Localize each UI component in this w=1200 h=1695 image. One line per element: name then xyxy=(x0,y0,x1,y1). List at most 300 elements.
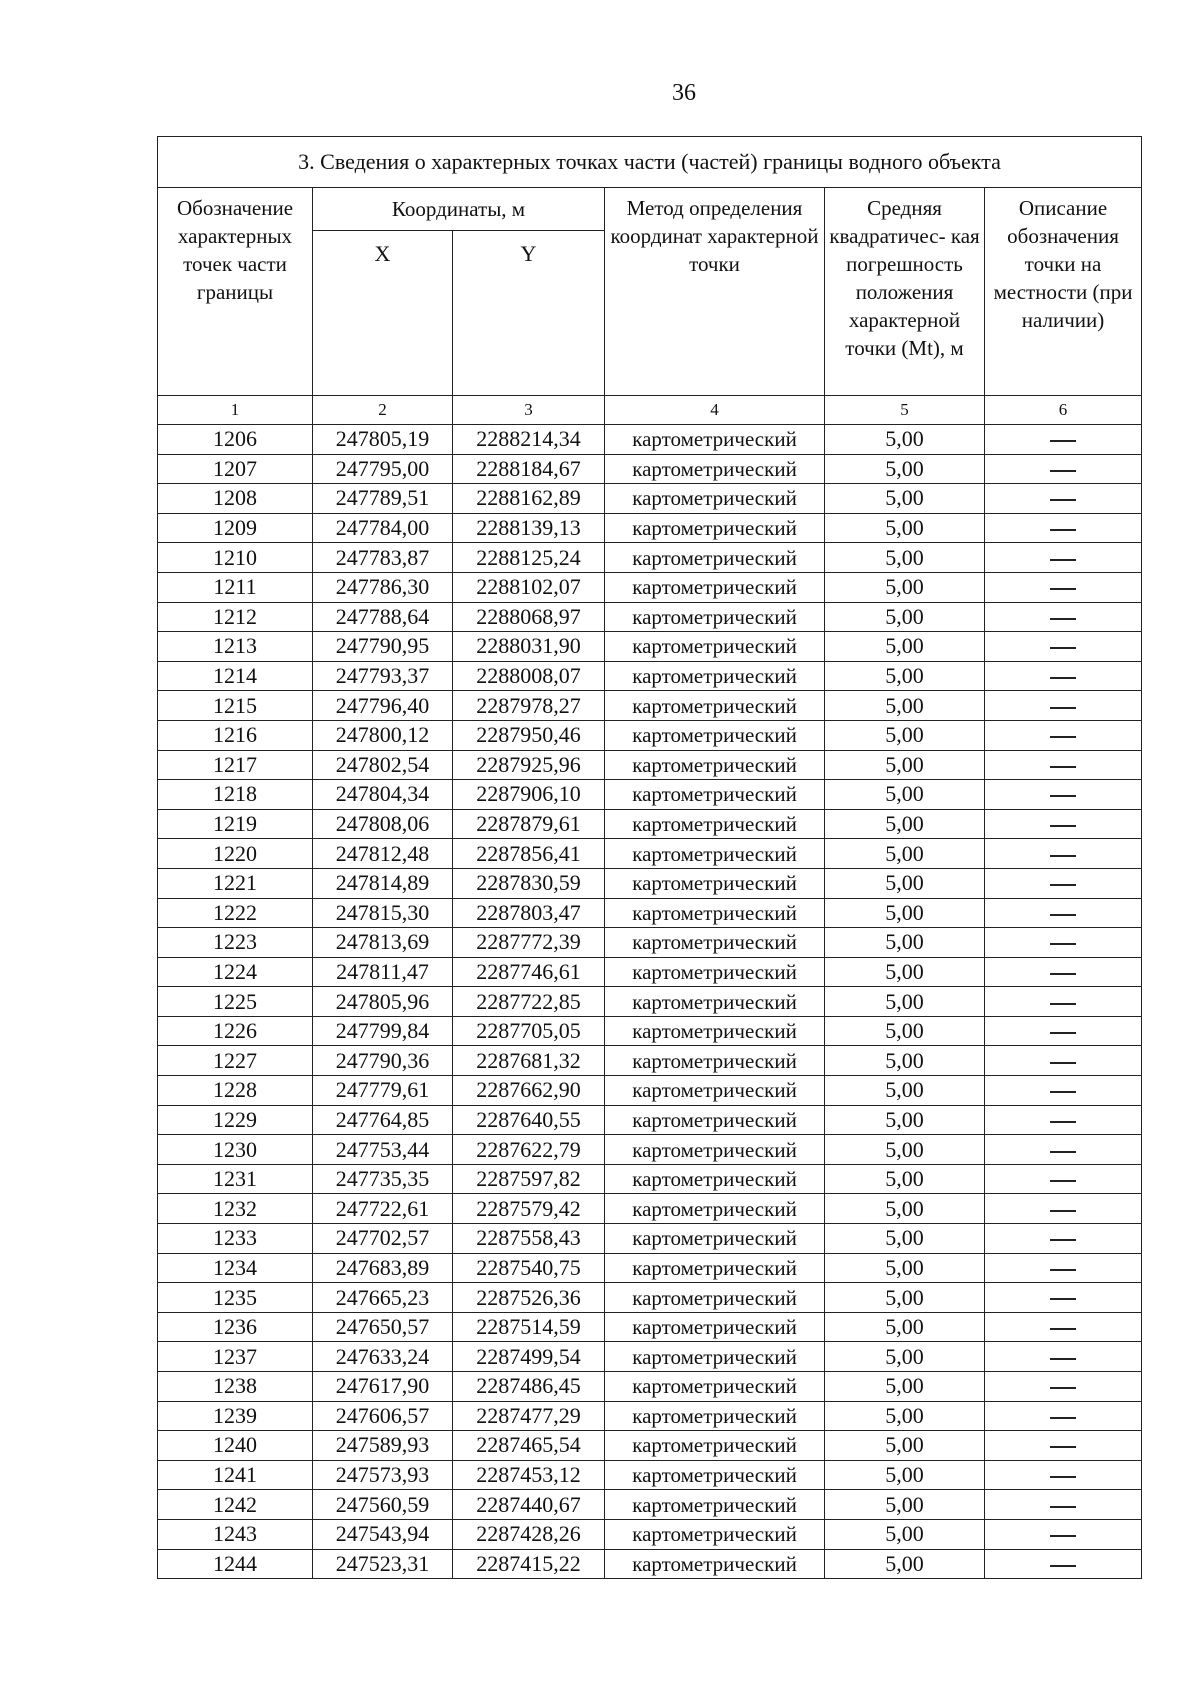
column-number: 6 xyxy=(985,396,1142,425)
method: картометрический xyxy=(605,1016,825,1046)
mt-value: 5,00 xyxy=(825,513,985,543)
description xyxy=(985,898,1142,928)
coord-x: 247800,12 xyxy=(313,720,453,750)
column-number: 2 xyxy=(313,396,453,425)
description xyxy=(985,720,1142,750)
mt-value: 5,00 xyxy=(825,1076,985,1106)
dash-mark xyxy=(1050,766,1076,768)
description xyxy=(985,602,1142,632)
header-x: X xyxy=(313,231,453,396)
table-row xyxy=(158,1046,1142,1076)
method: картометрический xyxy=(605,1312,825,1342)
table-row xyxy=(158,1401,1142,1431)
point-id: 1224 xyxy=(158,957,313,987)
point-id: 1217 xyxy=(158,750,313,780)
method: картометрический xyxy=(605,1372,825,1402)
coord-y: 2287856,41 xyxy=(453,839,605,869)
description xyxy=(985,780,1142,810)
coord-x: 247815,30 xyxy=(313,898,453,928)
method: картометрический xyxy=(605,1549,825,1579)
point-id: 1213 xyxy=(158,632,313,662)
dash-mark xyxy=(1050,973,1076,975)
method: картометрический xyxy=(605,898,825,928)
table-row xyxy=(158,1283,1142,1313)
coord-y: 2287526,36 xyxy=(453,1283,605,1313)
coord-y: 2287803,47 xyxy=(453,898,605,928)
coord-x: 247650,57 xyxy=(313,1312,453,1342)
method: картометрический xyxy=(605,1490,825,1520)
method: картометрический xyxy=(605,1164,825,1194)
description xyxy=(985,513,1142,543)
dash-mark xyxy=(1050,825,1076,827)
mt-value: 5,00 xyxy=(825,780,985,810)
table-row xyxy=(158,780,1142,810)
point-id: 1225 xyxy=(158,987,313,1017)
coord-y: 2287499,54 xyxy=(453,1342,605,1372)
dash-mark xyxy=(1050,1091,1076,1093)
table-row xyxy=(158,1519,1142,1549)
dash-mark xyxy=(1050,884,1076,886)
coord-x: 247789,51 xyxy=(313,484,453,514)
coord-x: 247722,61 xyxy=(313,1194,453,1224)
column-number: 4 xyxy=(605,396,825,425)
mt-value: 5,00 xyxy=(825,454,985,484)
point-id: 1243 xyxy=(158,1519,313,1549)
coord-y: 2288125,24 xyxy=(453,543,605,573)
coord-x: 247795,00 xyxy=(313,454,453,484)
description xyxy=(985,1283,1142,1313)
column-number: 5 xyxy=(825,396,985,425)
method: картометрический xyxy=(605,1431,825,1461)
coord-x: 247665,23 xyxy=(313,1283,453,1313)
point-id: 1220 xyxy=(158,839,313,869)
point-id: 1233 xyxy=(158,1224,313,1254)
column-number: 1 xyxy=(158,396,313,425)
header-point-designation: Обозначение характерных точек части границы xyxy=(158,188,313,396)
method: картометрический xyxy=(605,868,825,898)
dash-mark xyxy=(1050,914,1076,916)
description xyxy=(985,868,1142,898)
description xyxy=(985,1194,1142,1224)
coord-y: 2287440,67 xyxy=(453,1490,605,1520)
mt-value: 5,00 xyxy=(825,484,985,514)
coord-x: 247805,96 xyxy=(313,987,453,1017)
coord-x: 247790,36 xyxy=(313,1046,453,1076)
mt-value: 5,00 xyxy=(825,1342,985,1372)
point-id: 1237 xyxy=(158,1342,313,1372)
description xyxy=(985,484,1142,514)
table-row xyxy=(158,1431,1142,1461)
mt-value: 5,00 xyxy=(825,1194,985,1224)
dash-mark xyxy=(1050,1269,1076,1271)
method: картометрический xyxy=(605,1401,825,1431)
dash-mark xyxy=(1050,1180,1076,1182)
table-row xyxy=(158,1490,1142,1520)
method: картометрический xyxy=(605,661,825,691)
dash-mark xyxy=(1050,1328,1076,1330)
description xyxy=(985,1253,1142,1283)
coord-y: 2288162,89 xyxy=(453,484,605,514)
dash-mark xyxy=(1050,1358,1076,1360)
coord-y: 2288031,90 xyxy=(453,632,605,662)
method: картометрический xyxy=(605,602,825,632)
point-id: 1214 xyxy=(158,661,313,691)
description xyxy=(985,1460,1142,1490)
description xyxy=(985,1549,1142,1579)
table-row xyxy=(158,750,1142,780)
dash-mark xyxy=(1050,1239,1076,1241)
mt-value: 5,00 xyxy=(825,572,985,602)
dash-mark xyxy=(1050,1387,1076,1389)
point-id: 1216 xyxy=(158,720,313,750)
description xyxy=(985,1046,1142,1076)
dash-mark xyxy=(1050,1151,1076,1153)
mt-value: 5,00 xyxy=(825,1046,985,1076)
description xyxy=(985,632,1142,662)
coord-y: 2287746,61 xyxy=(453,957,605,987)
dash-mark xyxy=(1050,1417,1076,1419)
table-row xyxy=(158,1460,1142,1490)
column-number-row xyxy=(158,396,1142,425)
point-id: 1242 xyxy=(158,1490,313,1520)
dash-mark xyxy=(1050,499,1076,501)
method: картометрический xyxy=(605,543,825,573)
method: картометрический xyxy=(605,839,825,869)
mt-value: 5,00 xyxy=(825,1105,985,1135)
mt-value: 5,00 xyxy=(825,750,985,780)
description xyxy=(985,1401,1142,1431)
dash-mark xyxy=(1050,1210,1076,1212)
point-id: 1207 xyxy=(158,454,313,484)
coord-y: 2287722,85 xyxy=(453,987,605,1017)
table-row xyxy=(158,1164,1142,1194)
coord-y: 2287622,79 xyxy=(453,1135,605,1165)
description xyxy=(985,543,1142,573)
coord-y: 2287705,05 xyxy=(453,1016,605,1046)
description xyxy=(985,1076,1142,1106)
coord-y: 2287486,45 xyxy=(453,1372,605,1402)
coord-x: 247799,84 xyxy=(313,1016,453,1046)
dash-mark xyxy=(1050,588,1076,590)
point-id: 1240 xyxy=(158,1431,313,1461)
coord-y: 2287428,26 xyxy=(453,1519,605,1549)
coord-y: 2288008,07 xyxy=(453,661,605,691)
description xyxy=(985,1312,1142,1342)
point-id: 1227 xyxy=(158,1046,313,1076)
coord-x: 247784,00 xyxy=(313,513,453,543)
coord-x: 247633,24 xyxy=(313,1342,453,1372)
method: картометрический xyxy=(605,484,825,514)
method: картометрический xyxy=(605,750,825,780)
description xyxy=(985,1519,1142,1549)
point-id: 1221 xyxy=(158,868,313,898)
header-y: Y xyxy=(453,231,605,396)
point-id: 1209 xyxy=(158,513,313,543)
table-row xyxy=(158,1194,1142,1224)
mt-value: 5,00 xyxy=(825,987,985,1017)
mt-value: 5,00 xyxy=(825,868,985,898)
dash-mark xyxy=(1050,1506,1076,1508)
mt-value: 5,00 xyxy=(825,1312,985,1342)
description xyxy=(985,454,1142,484)
point-id: 1222 xyxy=(158,898,313,928)
coord-x: 247786,30 xyxy=(313,572,453,602)
description xyxy=(985,839,1142,869)
mt-value: 5,00 xyxy=(825,720,985,750)
method: картометрический xyxy=(605,1460,825,1490)
dash-mark xyxy=(1050,736,1076,738)
coord-x: 247702,57 xyxy=(313,1224,453,1254)
mt-value: 5,00 xyxy=(825,1283,985,1313)
table-title: 3. Сведения о характерных точках части (частей) границы водного объекта xyxy=(158,137,1142,188)
description xyxy=(985,425,1142,455)
method: картометрический xyxy=(605,928,825,958)
mt-value: 5,00 xyxy=(825,1460,985,1490)
coord-y: 2287830,59 xyxy=(453,868,605,898)
mt-value: 5,00 xyxy=(825,543,985,573)
coord-x: 247764,85 xyxy=(313,1105,453,1135)
method: картометрический xyxy=(605,691,825,721)
point-id: 1218 xyxy=(158,780,313,810)
description xyxy=(985,661,1142,691)
table-row xyxy=(158,484,1142,514)
coord-x: 247813,69 xyxy=(313,928,453,958)
table-row xyxy=(158,1549,1142,1579)
coord-x: 247560,59 xyxy=(313,1490,453,1520)
coord-y: 2287772,39 xyxy=(453,928,605,958)
coord-y: 2288102,07 xyxy=(453,572,605,602)
coord-y: 2288139,13 xyxy=(453,513,605,543)
table-row xyxy=(158,454,1142,484)
coord-x: 247753,44 xyxy=(313,1135,453,1165)
coord-y: 2287597,82 xyxy=(453,1164,605,1194)
method: картометрический xyxy=(605,957,825,987)
coord-x: 247573,93 xyxy=(313,1460,453,1490)
description xyxy=(985,1431,1142,1461)
coord-x: 247802,54 xyxy=(313,750,453,780)
coord-y: 2287879,61 xyxy=(453,809,605,839)
coord-y: 2287558,43 xyxy=(453,1224,605,1254)
coord-y: 2288214,34 xyxy=(453,425,605,455)
coord-y: 2287950,46 xyxy=(453,720,605,750)
point-id: 1210 xyxy=(158,543,313,573)
mt-value: 5,00 xyxy=(825,1490,985,1520)
coord-x: 247543,94 xyxy=(313,1519,453,1549)
point-id: 1230 xyxy=(158,1135,313,1165)
coord-y: 2287579,42 xyxy=(453,1194,605,1224)
mt-value: 5,00 xyxy=(825,1519,985,1549)
header-method: Метод определения координат характерной точки xyxy=(605,188,825,396)
dash-mark xyxy=(1050,855,1076,857)
point-id: 1239 xyxy=(158,1401,313,1431)
mt-value: 5,00 xyxy=(825,809,985,839)
mt-value: 5,00 xyxy=(825,839,985,869)
method: картометрический xyxy=(605,1194,825,1224)
header-coordinates: Координаты, м xyxy=(313,188,605,231)
description xyxy=(985,1164,1142,1194)
table-row xyxy=(158,1312,1142,1342)
dash-mark xyxy=(1050,647,1076,649)
description xyxy=(985,1016,1142,1046)
description xyxy=(985,987,1142,1017)
coord-x: 247814,89 xyxy=(313,868,453,898)
method: картометрический xyxy=(605,425,825,455)
coord-y: 2287640,55 xyxy=(453,1105,605,1135)
mt-value: 5,00 xyxy=(825,1224,985,1254)
coord-x: 247788,64 xyxy=(313,602,453,632)
mt-value: 5,00 xyxy=(825,957,985,987)
dash-mark xyxy=(1050,1476,1076,1478)
mt-value: 5,00 xyxy=(825,425,985,455)
point-id: 1238 xyxy=(158,1372,313,1402)
description xyxy=(985,1490,1142,1520)
dash-mark xyxy=(1050,1535,1076,1537)
coord-y: 2287453,12 xyxy=(453,1460,605,1490)
table-row xyxy=(158,1076,1142,1106)
coord-y: 2287906,10 xyxy=(453,780,605,810)
mt-value: 5,00 xyxy=(825,1135,985,1165)
description xyxy=(985,1224,1142,1254)
method: картометрический xyxy=(605,1253,825,1283)
description xyxy=(985,572,1142,602)
header-description: Описание обозначения точки на местности (при наличии) xyxy=(985,188,1142,396)
point-id: 1232 xyxy=(158,1194,313,1224)
column-number: 3 xyxy=(453,396,605,425)
table-row xyxy=(158,1253,1142,1283)
coord-y: 2288184,67 xyxy=(453,454,605,484)
mt-value: 5,00 xyxy=(825,1164,985,1194)
dash-mark xyxy=(1050,707,1076,709)
description xyxy=(985,691,1142,721)
coord-y: 2287477,29 xyxy=(453,1401,605,1431)
coord-y: 2287662,90 xyxy=(453,1076,605,1106)
table-row xyxy=(158,632,1142,662)
coord-x: 247779,61 xyxy=(313,1076,453,1106)
method: картометрический xyxy=(605,1342,825,1372)
coord-y: 2287681,32 xyxy=(453,1046,605,1076)
coord-y: 2287978,27 xyxy=(453,691,605,721)
table-row xyxy=(158,839,1142,869)
characteristic-points-table xyxy=(157,136,1142,1579)
coord-x: 247793,37 xyxy=(313,661,453,691)
table-row xyxy=(158,1105,1142,1135)
method: картометрический xyxy=(605,454,825,484)
coord-x: 247790,95 xyxy=(313,632,453,662)
method: картометрический xyxy=(605,1046,825,1076)
mt-value: 5,00 xyxy=(825,632,985,662)
mt-value: 5,00 xyxy=(825,602,985,632)
table-row xyxy=(158,691,1142,721)
method: картометрический xyxy=(605,632,825,662)
coord-x: 247589,93 xyxy=(313,1431,453,1461)
dash-mark xyxy=(1050,559,1076,561)
coord-x: 247735,35 xyxy=(313,1164,453,1194)
table-row xyxy=(158,602,1142,632)
coord-x: 247811,47 xyxy=(313,957,453,987)
method: картометрический xyxy=(605,1224,825,1254)
table-row xyxy=(158,661,1142,691)
dash-mark xyxy=(1050,1565,1076,1567)
description xyxy=(985,1105,1142,1135)
dash-mark xyxy=(1050,1298,1076,1300)
method: картометрический xyxy=(605,987,825,1017)
table-row xyxy=(158,1224,1142,1254)
point-id: 1241 xyxy=(158,1460,313,1490)
description xyxy=(985,928,1142,958)
point-id: 1244 xyxy=(158,1549,313,1579)
point-id: 1236 xyxy=(158,1312,313,1342)
dash-mark xyxy=(1050,795,1076,797)
table-row xyxy=(158,513,1142,543)
table-row xyxy=(158,898,1142,928)
coord-x: 247783,87 xyxy=(313,543,453,573)
coord-y: 2287540,75 xyxy=(453,1253,605,1283)
coord-x: 247683,89 xyxy=(313,1253,453,1283)
description xyxy=(985,750,1142,780)
description xyxy=(985,1135,1142,1165)
mt-value: 5,00 xyxy=(825,1401,985,1431)
table-row xyxy=(158,425,1142,455)
coord-x: 247808,06 xyxy=(313,809,453,839)
table-row xyxy=(158,809,1142,839)
mt-value: 5,00 xyxy=(825,1372,985,1402)
mt-value: 5,00 xyxy=(825,898,985,928)
coord-x: 247606,57 xyxy=(313,1401,453,1431)
dash-mark xyxy=(1050,677,1076,679)
table-row xyxy=(158,720,1142,750)
point-id: 1223 xyxy=(158,928,313,958)
dash-mark xyxy=(1050,618,1076,620)
dash-mark xyxy=(1050,943,1076,945)
point-id: 1215 xyxy=(158,691,313,721)
coord-x: 247796,40 xyxy=(313,691,453,721)
mt-value: 5,00 xyxy=(825,1016,985,1046)
table-row xyxy=(158,1135,1142,1165)
method: картометрический xyxy=(605,720,825,750)
dash-mark xyxy=(1050,1121,1076,1123)
table-row xyxy=(158,543,1142,573)
dash-mark xyxy=(1050,529,1076,531)
dash-mark xyxy=(1050,1032,1076,1034)
point-id: 1231 xyxy=(158,1164,313,1194)
point-id: 1234 xyxy=(158,1253,313,1283)
dash-mark xyxy=(1050,1446,1076,1448)
coord-y: 2288068,97 xyxy=(453,602,605,632)
description xyxy=(985,1342,1142,1372)
dash-mark xyxy=(1050,440,1076,442)
method: картометрический xyxy=(605,1283,825,1313)
point-id: 1235 xyxy=(158,1283,313,1313)
method: картометрический xyxy=(605,1076,825,1106)
point-id: 1226 xyxy=(158,1016,313,1046)
point-id: 1219 xyxy=(158,809,313,839)
mt-value: 5,00 xyxy=(825,691,985,721)
table-row xyxy=(158,868,1142,898)
coord-x: 247804,34 xyxy=(313,780,453,810)
coord-y: 2287415,22 xyxy=(453,1549,605,1579)
coord-x: 247523,31 xyxy=(313,1549,453,1579)
description xyxy=(985,1372,1142,1402)
method: картометрический xyxy=(605,513,825,543)
coord-x: 247805,19 xyxy=(313,425,453,455)
point-id: 1228 xyxy=(158,1076,313,1106)
point-id: 1206 xyxy=(158,425,313,455)
table-row xyxy=(158,957,1142,987)
method: картометрический xyxy=(605,1105,825,1135)
method: картометрический xyxy=(605,1519,825,1549)
page-number: 36 xyxy=(672,80,696,106)
table-row xyxy=(158,1342,1142,1372)
